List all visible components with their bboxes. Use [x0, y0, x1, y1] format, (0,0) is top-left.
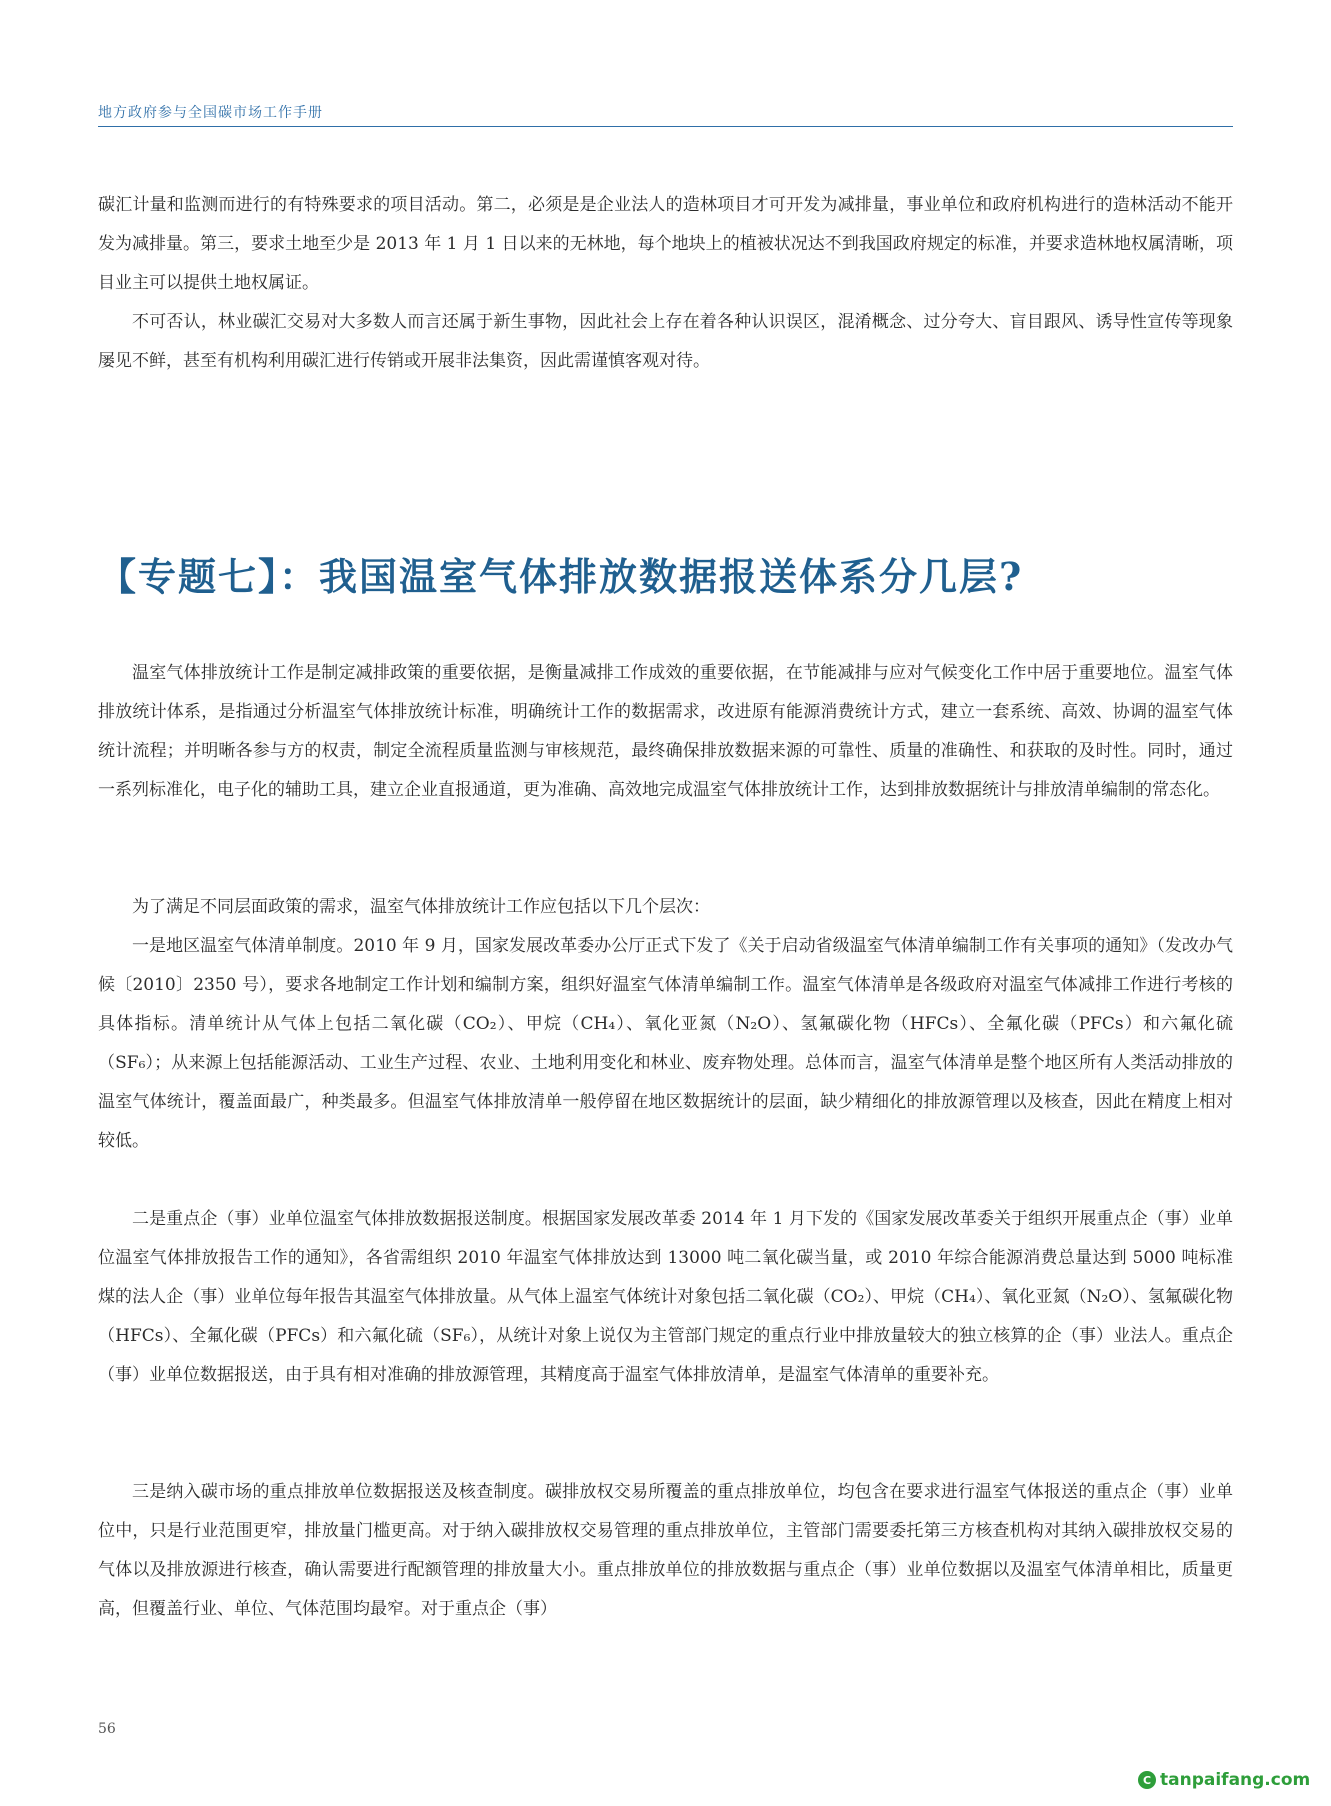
header-rule [98, 126, 1233, 127]
running-header: 地方政府参与全国碳市场工作手册 [98, 105, 323, 121]
paragraph-section-1: 温室气体排放统计工作是制定减排政策的重要依据，是衡量减排工作成效的重要依据，在节能减排与应对气候变化工作中居于重要地位。温室气体排放统计体系，是指通过分析温室气体排放统计标准，明确统计工作的数据需求，改进原有能源消费统计方式，建立一套系统、高效、协调的温室气体统计流程；并明晰各参与方的权责，制定全流程质量监测与审核规范，最终确保排放数据来源的可靠性、质量的准确性、和获取的及时性。同时，通过一系列标准化，电子化的辅助工具，建立企业直报通道，更为准确、高效地完成温室气体排放统计工作，达到排放数据统计与排放清单编制的常态化。 [98, 663, 1233, 800]
section-title: 【专题七】：我国温室气体排放数据报送体系分几层? [98, 554, 1024, 599]
paragraph-section-4: 二是重点企（事）业单位温室气体排放数据报送制度。根据国家发展改革委 2014 年 1 月下发的《国家发展改革委关于组织开展重点企（事）业单位温室气体排放报告工作的通知》，各省需组织 2010 年温室气体排放达到 13000 吨二氧化碳当量，或 2010 年综合能源消费总量达到 5000 吨标准煤的法人企（事）业单位每年报告其温室气体排放量。从气体上温室气体统计对象包括二氧化碳（CO₂）、甲烷（CH₄）、氧化亚氮（N₂O）、氢氟碳化物（HFCs）、全氟化碳（PFCs）和六氟化硫（SF₆），从统计对象上说仅为主管部门规定的重点行业中排放量较大的独立核算的企（事）业法人。重点企（事）业单位数据报送，由于具有相对准确的排放源管理，其精度高于温室气体排放清单，是温室气体清单的重要补充。 [98, 1209, 1233, 1385]
paragraph-intro-2: 不可否认，林业碳汇交易对大多数人而言还属于新生事物，因此社会上存在着各种认识误区，混淆概念、过分夸大、盲目跟风、诱导性宣传等现象屡见不鲜，甚至有机构利用碳汇进行传销或开展非法集资，因此需谨慎客观对待。 [98, 312, 1233, 371]
paragraph-section-2: 为了满足不同层面政策的需求，温室气体排放统计工作应包括以下几个层次： [132, 897, 710, 917]
watermark-text: tanpaifang.com [1160, 1770, 1311, 1790]
paragraph-section-5: 三是纳入碳市场的重点排放单位数据报送及核查制度。碳排放权交易所覆盖的重点排放单位，均包含在要求进行温室气体报送的重点企（事）业单位中，只是行业范围更窄，排放量门槛更高。对于纳入碳排放权交易管理的重点排放单位，主管部门需要委托第三方核查机构对其纳入碳排放权交易的气体以及排放源进行核查，确认需要进行配额管理的排放量大小。重点排放单位的排放数据与重点企（事）业单位数据以及温室气体清单相比，质量更高，但覆盖行业、单位、气体范围均最窄。对于重点企（事） [98, 1482, 1233, 1619]
paragraph-intro-1: 碳汇计量和监测而进行的有特殊要求的项目活动。第二，必须是是企业法人的造林项目才可开发为减排量，事业单位和政府机构进行的造林活动不能开发为减排量。第三，要求土地至少是 2013 年 1 月 1 日以来的无林地，每个地块上的植被状况达不到我国政府规定的标准，并要求造林地权属清晰，项目业主可以提供土地权属证。 [98, 195, 1233, 293]
watermark [1138, 1770, 1310, 1790]
leaf-icon: C [1138, 1771, 1156, 1789]
page-number: 56 [98, 1721, 116, 1737]
paragraph-section-3: 一是地区温室气体清单制度。2010 年 9 月，国家发展改革委办公厅正式下发了《关于启动省级温室气体清单编制工作有关事项的通知》（发改办气候〔2010〕2350 号），要求各地制定工作计划和编制方案，组织好温室气体清单编制工作。温室气体清单是各级政府对温室气体减排工作进行考核的具体指标。清单统计从气体上包括二氧化碳（CO₂）、甲烷（CH₄）、氧化亚氮（N₂O）、氢氟碳化物（HFCs）、全氟化碳（PFCs）和六氟化硫（SF₆）；从来源上包括能源活动、工业生产过程、农业、土地利用变化和林业、废弃物处理。总体而言，温室气体清单是整个地区所有人类活动排放的温室气体统计，覆盖面最广，种类最多。但温室气体排放清单一般停留在地区数据统计的层面，缺少精细化的排放源管理以及核查，因此在精度上相对较低。 [98, 936, 1233, 1151]
